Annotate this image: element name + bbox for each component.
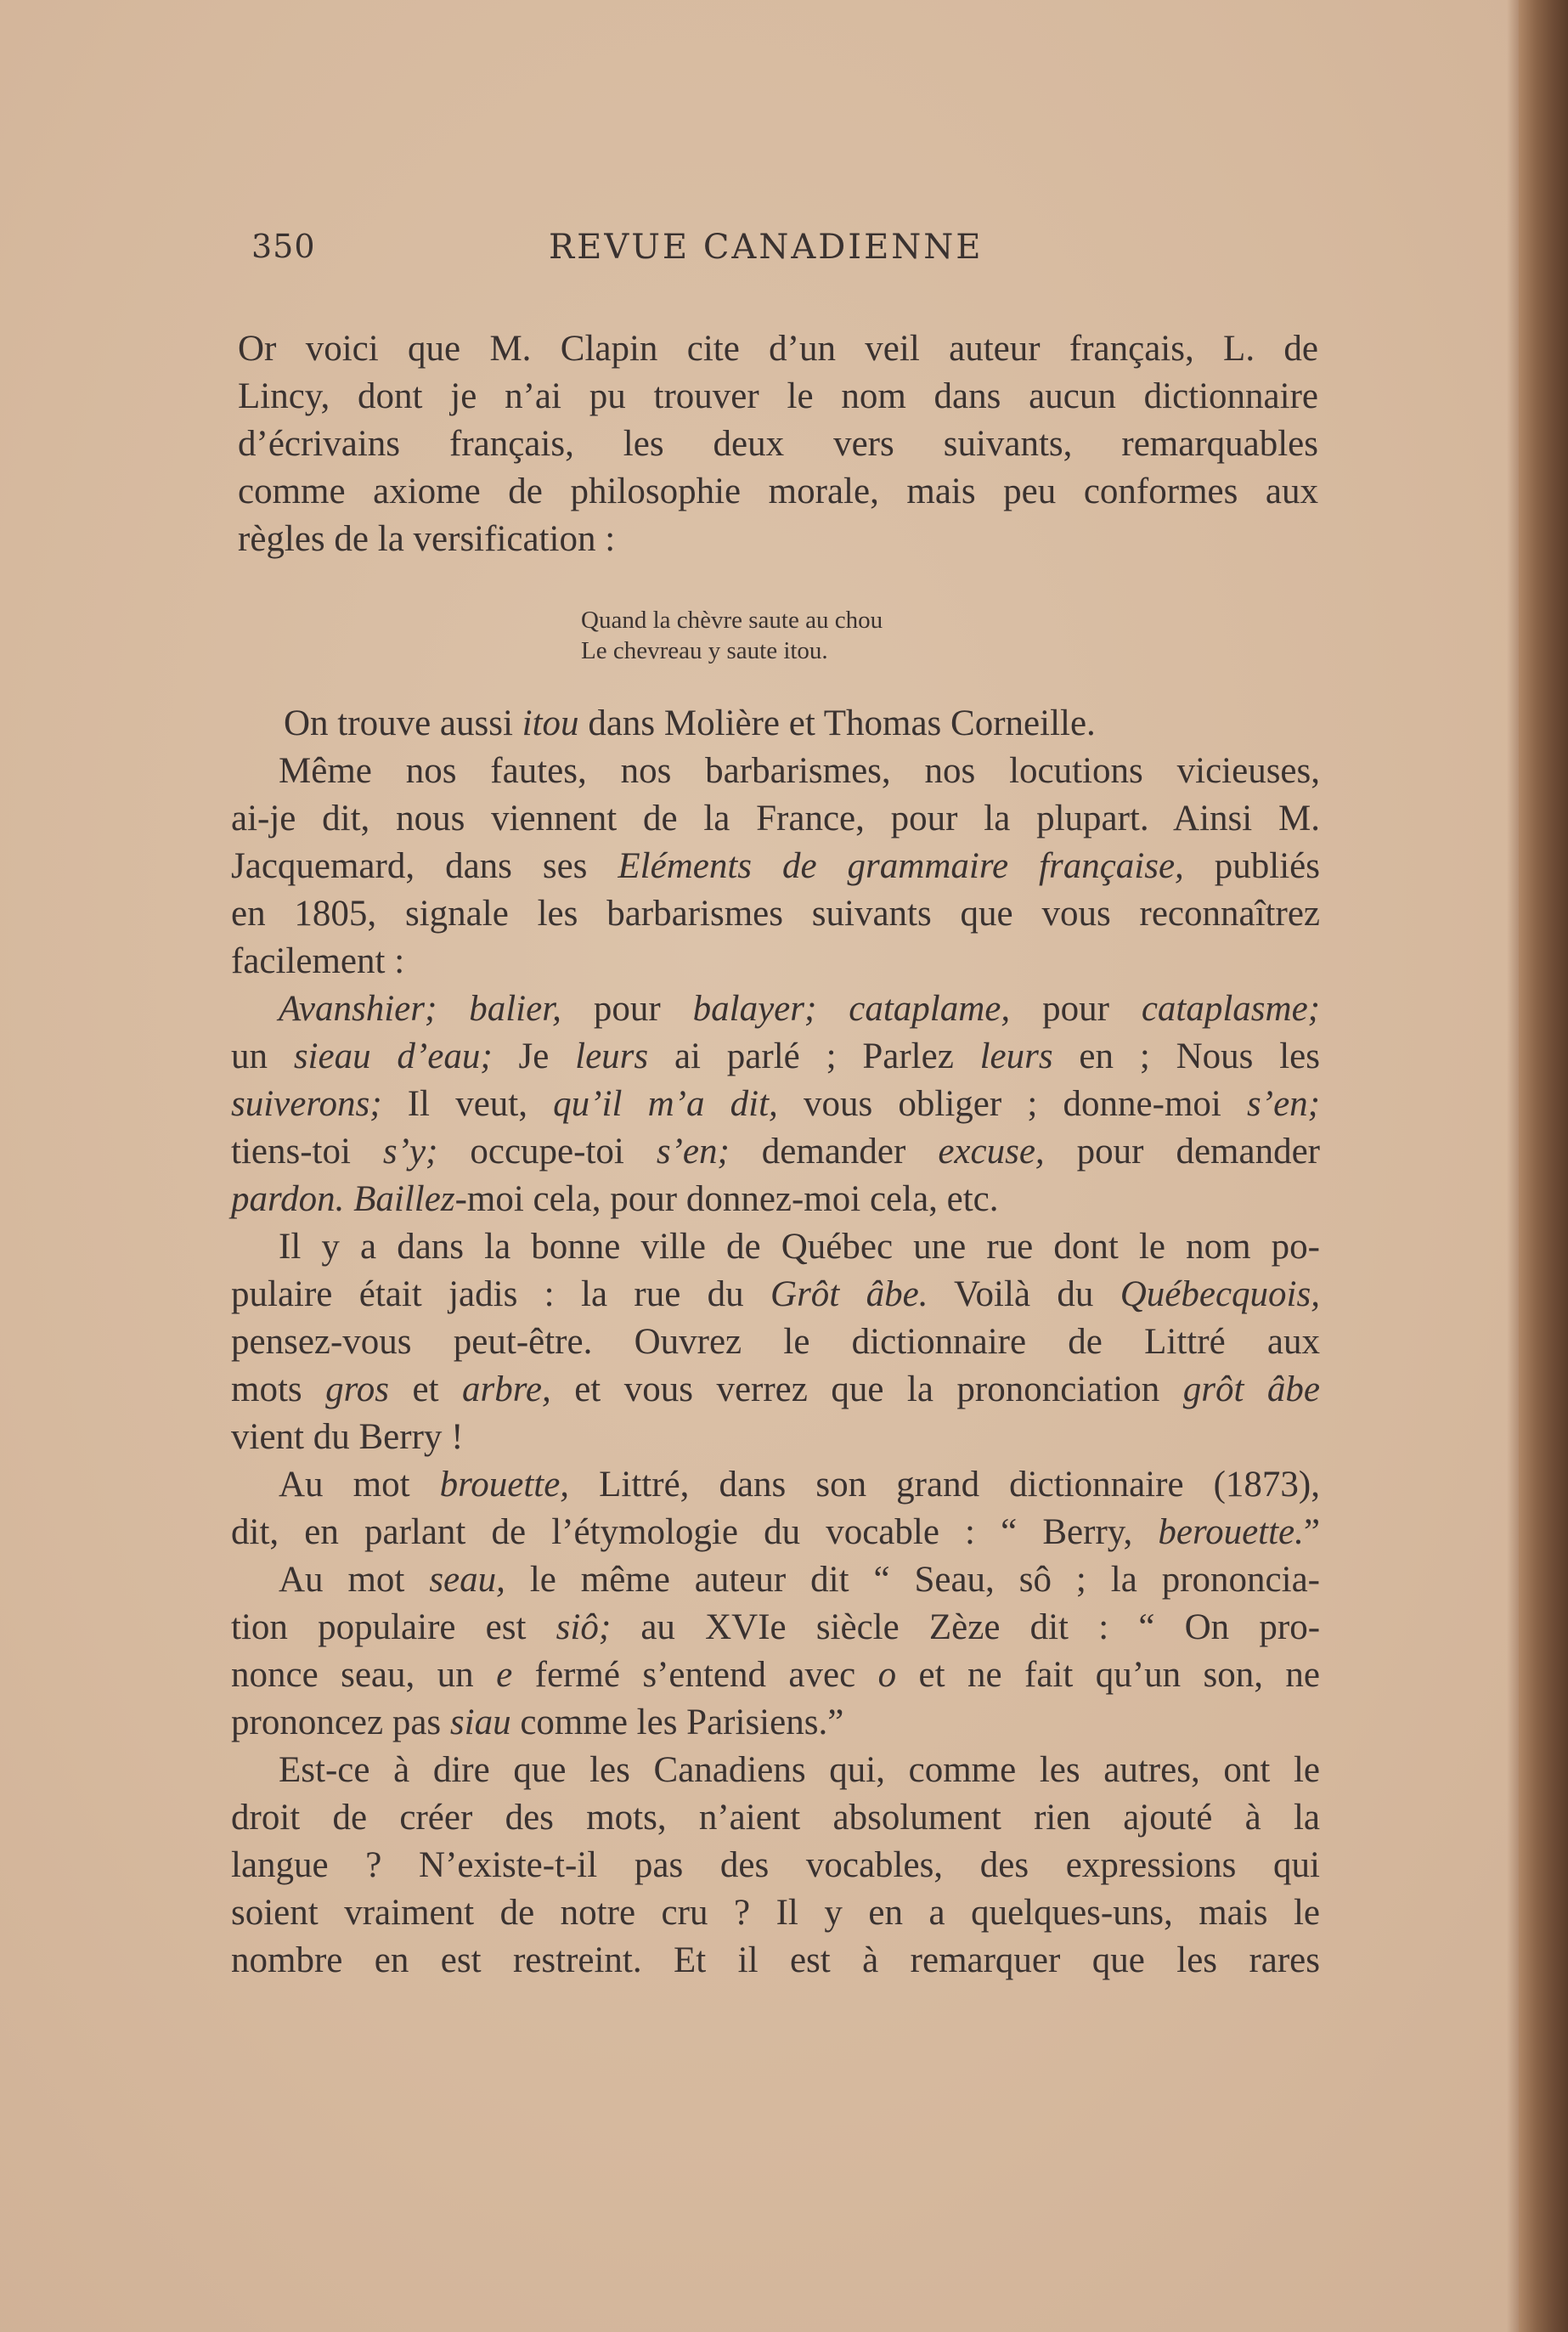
text-line: règles de la versification : — [238, 519, 616, 559]
italic-run: leurs — [575, 1036, 649, 1076]
text-line: soient vraiment de notre cru ? Il y en a quelques-uns, mais le — [231, 1893, 1320, 1933]
text-run: vous obliger ; donne-moi — [777, 1084, 1248, 1124]
text-line — [231, 1271, 1320, 1318]
text-run: Voilà du — [928, 1274, 1120, 1314]
text-run: On trouve aussi — [284, 703, 522, 743]
text-line — [231, 1176, 1320, 1223]
text-line: vient du Berry ! — [231, 1417, 464, 1457]
text-run: Il veut, — [381, 1084, 554, 1124]
main-text — [231, 700, 1320, 1985]
text-line: Est-ce à dire que les Canadiens qui, comme les autres, ont le — [279, 1750, 1320, 1790]
text-run — [344, 1179, 353, 1219]
paragraph-seau — [231, 1556, 1320, 1747]
book-spine — [1519, 0, 1568, 2332]
italic-run: Eléments de grammaire française, — [618, 846, 1184, 886]
italic-run: sieau d’eau; — [293, 1036, 493, 1076]
intro-paragraph — [238, 325, 1318, 563]
text-run: demander — [729, 1132, 939, 1172]
text-run: mots — [231, 1369, 326, 1409]
text-line: Même nos fautes, nos barbarismes, nos locutions vicieuses, — [279, 751, 1320, 791]
text-run: et vous verrez que la prononciation — [550, 1369, 1183, 1409]
italic-run: grôt âbe — [1182, 1369, 1320, 1409]
text-line: nombre en est restreint. Et il est à remarquer que les rares — [231, 1940, 1320, 1980]
italic-run: e — [496, 1655, 513, 1695]
italic-run: arbre, — [462, 1369, 551, 1409]
italic-run: Avanshier; balier, — [279, 989, 561, 1029]
text-run: Je — [492, 1036, 576, 1076]
verse-line-1: Quand la chèvre saute au chou — [581, 607, 883, 634]
paragraph-itou — [231, 700, 1320, 748]
text-line: langue ? N’existe-t-il pas des vocables, des expressions qui — [231, 1845, 1320, 1885]
text-run: ai parlé ; Parlez — [648, 1036, 980, 1076]
text-run: un — [231, 1036, 294, 1076]
text-run: Jacquemard, dans ses — [231, 846, 618, 886]
italic-run: siau — [449, 1702, 511, 1742]
text-run: publiés — [1183, 846, 1320, 886]
italic-run: siô; — [556, 1607, 612, 1647]
italic-run: excuse, — [938, 1132, 1045, 1172]
text-run: tiens-toi — [231, 1132, 383, 1172]
text-run: dans Molière et Thomas Corneille. — [578, 703, 1096, 743]
text-line — [231, 1128, 1320, 1176]
text-run: pulaire était jadis : la rue du — [231, 1274, 771, 1314]
text-run: Au mot — [279, 1560, 430, 1600]
running-header — [251, 228, 1016, 279]
italic-run: o — [877, 1655, 897, 1695]
text-line: pensez-vous peut-être. Ouvrez le dictionnaire de Littré aux — [231, 1322, 1320, 1362]
page-shadow — [1507, 0, 1519, 2332]
text-line — [231, 985, 1320, 1033]
text-line — [231, 843, 1320, 890]
text-run: occupe-toi — [437, 1132, 657, 1172]
italic-run: itou — [522, 703, 579, 743]
text-line: Lincy, dont je n’ai pu trouver le nom dans aucun dictionnaire — [238, 376, 1318, 416]
text-run: fermé s’entend avec — [512, 1655, 878, 1695]
text-run: pour — [561, 989, 693, 1029]
text-line: d’écrivains français, les deux vers suivants, remarquables — [238, 424, 1318, 464]
text-run: prononcez pas — [231, 1702, 450, 1742]
text-run: nonce seau, un — [231, 1655, 497, 1695]
text-run: Littré, dans son grand dictionnaire (1873), — [569, 1465, 1320, 1505]
text-run: ” — [1303, 1512, 1320, 1552]
italic-run: pardon. — [231, 1179, 345, 1219]
text-line: Il y a dans la bonne ville de Québec une rue dont le nom po- — [279, 1227, 1320, 1267]
text-line — [231, 1366, 1320, 1414]
italic-run: s’en; — [1247, 1084, 1320, 1124]
italic-run: Grôt âbe. — [770, 1274, 928, 1314]
running-title: REVUE CANADIENNE — [549, 228, 984, 267]
italic-run: Baillez — [353, 1179, 455, 1219]
text-run: et ne fait qu’un son, ne — [896, 1655, 1321, 1695]
page-number: 350 — [251, 228, 316, 265]
paragraph-barbarismes — [231, 985, 1320, 1223]
text-run: dit, en parlant de l’étymologie du vocable : “ Berry, — [231, 1512, 1159, 1552]
italic-run: Québecquois, — [1120, 1274, 1320, 1314]
paragraph-canadiens — [231, 1747, 1320, 1985]
italic-run: berouette. — [1158, 1512, 1304, 1552]
italic-run: leurs — [979, 1036, 1053, 1076]
text-line: en 1805, signale les barbarismes suivants que vous reconnaîtrez — [231, 894, 1320, 934]
italic-run: cataplasme; — [1141, 989, 1320, 1029]
text-line — [231, 1509, 1320, 1556]
italic-run: s’en; — [656, 1132, 730, 1172]
italic-run: balayer; cataplame, — [692, 989, 1011, 1029]
text-line — [231, 1604, 1320, 1652]
italic-run: gros — [325, 1369, 389, 1409]
verse-line-2: Le chevreau y saute itou. — [581, 637, 828, 664]
paragraph-brouette — [231, 1461, 1320, 1556]
text-run: le même auteur dit “ Seau, sô ; la prononcia- — [505, 1560, 1320, 1600]
text-line: comme axiome de philosophie morale, mais peu conformes aux — [238, 471, 1318, 511]
text-run: comme les Parisiens.” — [510, 1702, 844, 1742]
text-run: -moi cela, pour donnez-moi cela, etc. — [454, 1179, 999, 1219]
text-line: facilement : — [231, 941, 405, 981]
text-line — [231, 1033, 1320, 1081]
italic-run: s’y; — [382, 1132, 438, 1172]
text-line — [231, 1652, 1320, 1699]
text-run: pour — [1010, 989, 1142, 1029]
text-run: et — [389, 1369, 463, 1409]
verse-quotation — [581, 605, 1091, 666]
text-line — [231, 1556, 1320, 1604]
text-line — [231, 1699, 1320, 1747]
text-run: tion populaire est — [231, 1607, 556, 1647]
text-line: Or voici que M. Clapin cite d’un veil auteur français, L. de — [238, 329, 1318, 369]
text-line: droit de créer des mots, n’aient absolument rien ajouté à la — [231, 1798, 1320, 1838]
italic-run: suiverons; — [231, 1084, 382, 1124]
text-run: pour demander — [1044, 1132, 1320, 1172]
text-line: ai-je dit, nous viennent de la France, pour la plupart. Ainsi M. — [231, 799, 1320, 839]
paragraph-fautes — [231, 748, 1320, 985]
italic-run: qu’il m’a dit, — [553, 1084, 778, 1124]
italic-run: seau, — [429, 1560, 505, 1600]
italic-run: brouette, — [439, 1465, 570, 1505]
text-run: au XVIe siècle Zèze dit : “ On pro- — [611, 1607, 1321, 1647]
text-run: en ; Nous les — [1052, 1036, 1320, 1076]
text-line — [231, 1461, 1320, 1509]
paragraph-quebec — [231, 1223, 1320, 1461]
text-line — [231, 1081, 1320, 1128]
text-run: Au mot — [279, 1465, 440, 1505]
